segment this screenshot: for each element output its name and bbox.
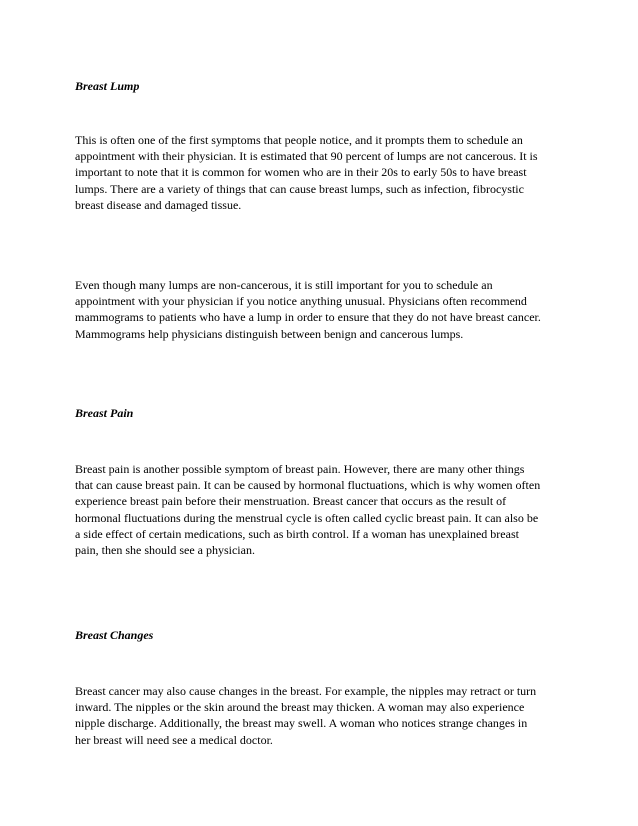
heading-breast-changes: Breast Changes	[75, 628, 154, 642]
text-line: Mammograms help physicians distinguish between benign and cancerous lumps.	[75, 326, 464, 341]
text-line: appointment with their physician. It is estimated that 90 percent of lumps are not cancerous. It is	[75, 149, 538, 164]
text-line: important to note that it is common for women who are in their 20s to early 50s to have breast	[75, 165, 527, 180]
text-line: inward. The nipples or the skin around the breast may thicken. A woman may also experience	[75, 700, 525, 715]
text-line: nipple discharge. Additionally, the breast may swell. A woman who notices strange changes in	[75, 716, 528, 731]
text-line: appointment with your physician if you notice anything unusual. Physicians often recommend	[75, 294, 527, 309]
paragraph-breast-lump-1	[75, 132, 565, 213]
text-line: pain, then she should see a physician.	[75, 543, 255, 558]
paragraph-breast-lump-2	[75, 277, 565, 342]
text-line: mammograms to patients who have a lump in order to ensure that they do not have breast cancer.	[75, 310, 541, 325]
paragraph-breast-pain	[75, 461, 565, 558]
text-line: a side effect of certain medications, such as birth control. If a woman has unexplained breast	[75, 526, 519, 541]
text-line: her breast will need see a medical doctor.	[75, 732, 273, 747]
heading-breast-pain: Breast Pain	[75, 406, 134, 420]
text-line: breast disease and damaged tissue.	[75, 197, 242, 212]
text-line: that can cause breast pain. It can be caused by hormonal fluctuations, which is why women often	[75, 478, 541, 493]
text-line: hormonal fluctuations during the menstrual cycle is often called cyclic breast pain. It can also be	[75, 510, 539, 525]
text-line: lumps. There are a variety of things that can cause breast lumps, such as infection, fibrocystic	[75, 181, 524, 196]
text-line: Breast pain is another possible symptom of breast pain. However, there are many other things	[75, 462, 525, 476]
heading-breast-lump: Breast Lump	[75, 79, 140, 93]
text-line: Even though many lumps are non-cancerous, it is still important for you to schedule an	[75, 278, 493, 292]
text-line: Breast cancer may also cause changes in the breast. For example, the nipples may retract or turn	[75, 684, 537, 698]
paragraph-breast-changes	[75, 683, 565, 748]
text-line: This is often one of the first symptoms that people notice, and it prompts them to schedule an	[75, 133, 523, 147]
text-line: experience breast pain before their menstruation. Breast cancer that occurs as the result of	[75, 494, 507, 509]
